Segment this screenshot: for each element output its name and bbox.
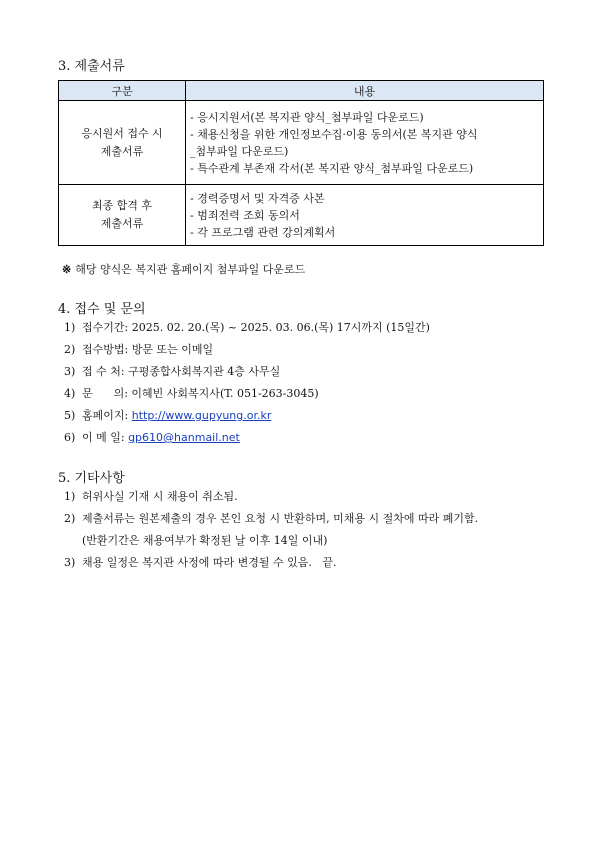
section-4-title: 4. 접수 및 문의 — [58, 302, 146, 317]
list-item: 6) 이 메 일: gp610@hanmail.net — [64, 431, 240, 444]
content-line: - 범죄전력 조회 동의서 — [190, 208, 300, 222]
list-item: 4) 문 의: 이혜빈 사회복지사(T. 051-263-3045) — [64, 387, 319, 400]
list-item: 3) 접 수 처: 구평종합사회복지관 4층 사무실 — [64, 365, 281, 378]
list-item: (반환기간은 채용여부가 확정된 날 이후 14일 이내) — [82, 534, 328, 547]
content-line: - 응시지원서(본 복지관 양식_첨부파일 다운로드) — [190, 110, 424, 124]
table-header-content: 내용 — [186, 81, 544, 101]
email-link[interactable]: gp610@hanmail.net — [128, 431, 240, 444]
list-item: 1) 허위사실 기재 시 채용이 취소됨. — [64, 490, 238, 503]
reference-mark: ※ — [62, 263, 72, 276]
list-item: 3) 채용 일정은 복지관 사정에 따라 변경될 수 있음. 끝. — [64, 556, 337, 569]
row-category: 최종 합격 후 제출서류 — [59, 185, 186, 246]
table-row — [59, 101, 544, 185]
row-content — [186, 185, 544, 246]
list-item: 5) 홈페이지: http://www.gupyung.or.kr — [64, 409, 272, 422]
content-line: - 채용신청을 위한 개인정보수집·이용 동의서(본 복지관 양식 — [190, 127, 478, 141]
table-note — [62, 261, 305, 277]
section-3-title: 3. 제출서류 — [58, 59, 125, 74]
table-row — [59, 185, 544, 246]
misc-list — [64, 486, 478, 574]
content-line: - 각 프로그램 관련 강의계획서 — [190, 225, 336, 239]
content-line: - 경력증명서 및 자격증 사본 — [190, 191, 325, 205]
documents-table — [58, 80, 544, 246]
list-item: 2) 접수방법: 방문 또는 이메일 — [64, 343, 214, 356]
content-line: _첨부파일 다운로드) — [190, 144, 289, 158]
homepage-link[interactable]: http://www.gupyung.or.kr — [131, 409, 272, 422]
row-content — [186, 101, 544, 185]
note-text: 해당 양식은 복지관 홈페이지 첨부파일 다운로드 — [75, 263, 306, 276]
row-category: 응시원서 접수 시 제출서류 — [59, 101, 186, 185]
contact-list — [64, 317, 430, 449]
list-item: 2) 제출서류는 원본제출의 경우 본인 요청 시 반환하며, 미채용 시 절차에 따라 폐기함. — [64, 512, 479, 525]
section-5-title: 5. 기타사항 — [58, 471, 125, 486]
list-item: 1) 접수기간: 2025. 02. 20.(목) ~ 2025. 03. 06.(목) 17시까지 (15일간) — [64, 321, 430, 334]
table-header-category: 구분 — [59, 81, 186, 101]
content-line: - 특수관계 부존재 각서(본 복지관 양식_첨부파일 다운로드) — [190, 161, 474, 175]
